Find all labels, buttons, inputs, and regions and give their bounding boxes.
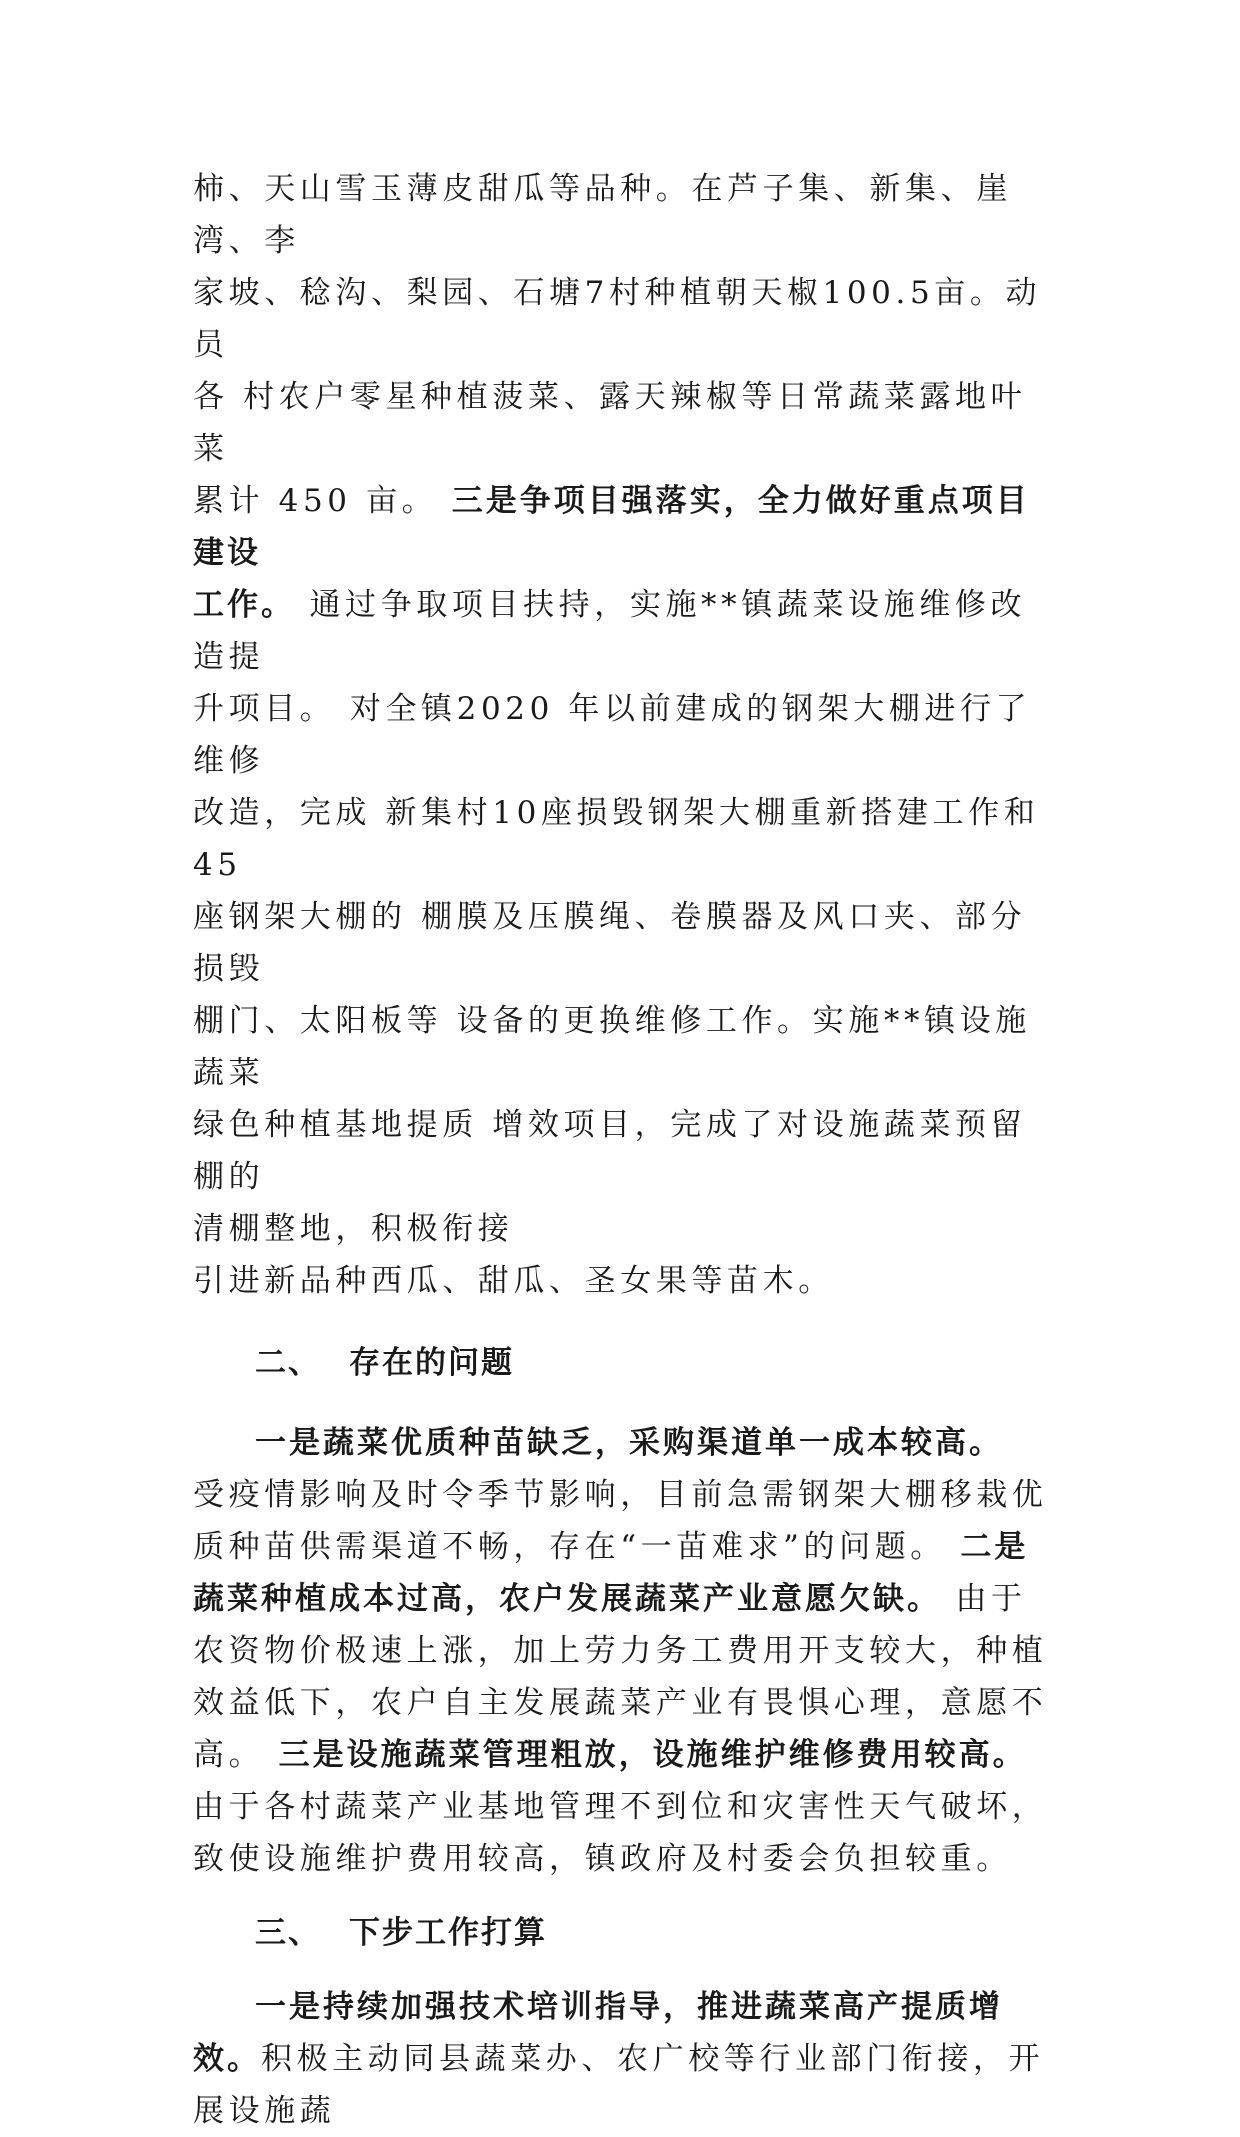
text-span: 通过争取项目扶持，实施**镇蔬菜设施维修改造提 [193,587,1027,675]
text-line: 各 村农户零星种植菠菜、露天辣椒等日常蔬菜露地叶菜 [193,379,1027,467]
section-number: 二、 [255,1345,321,1381]
text-span: 受疫情影响及时令季节影响，目前急需钢架大棚移栽优质种苗供需渠道不畅，存在“一苗难求”的问题。 [193,1477,1048,1565]
bold-lead-text: 一是持续加强技术培训指导，推进蔬菜高产提质增效。 [193,1989,1003,2077]
section-heading-problems [193,1337,1053,1389]
section-title: 下步工作打算 [349,1915,547,1951]
text-line: 改造，完成 新集村10座损毁钢架大棚重新搭建工作和45 [193,795,1040,883]
section-heading-next-steps [193,1907,1053,1959]
bold-lead-text: 二是蔬菜种植成本过高，农户发展蔬菜产业意愿欠缺。 [193,1529,1029,1617]
document-body [193,163,1053,2137]
bold-lead-text: 三是设施蔬菜管理粗放，设施维护维修费用较高。 [278,1737,1027,1773]
text-line: 清棚整地，积极衔接 [193,1211,514,1247]
text-line: 家坡、稔沟、梨园、石塘7村种植朝天椒100.5亩。动员 [193,275,1042,363]
text-line [193,475,1053,579]
text-line: 棚门、太阳板等 设备的更换维修工作。实施**镇设施蔬菜 [193,1003,1031,1091]
paragraph-next-steps [193,1981,1053,2137]
text-line [193,579,1053,683]
bold-lead-text: 三是争项目强落实，全力做好重点项目建设 [193,483,1030,571]
text-span: 积极主动同县蔬菜办、农广校等行业部门衔接，开展设施蔬 [193,2041,1045,2129]
bold-lead-text: 工作。 [193,587,295,623]
paragraph-problems [193,1417,1053,1885]
text-line: 绿色种植基地提质 增效项目，完成了对设施蔬菜预留棚的 [193,1107,1027,1195]
paragraph-crop-planting [193,163,1053,1307]
text-line: 柿、天山雪玉薄皮甜瓜等品种。在芦子集、新集、崖湾、李 [193,171,1012,259]
text-span: 累计 450 亩。 [193,483,452,519]
text-line: 座钢架大棚的 棚膜及压膜绳、卷膜器及风口夹、部分损毁 [193,899,1027,987]
text-line: 引进新品种西瓜、甜瓜、圣女果等苗木。 [193,1263,834,1299]
text-span: 由于农资物价极速上涨，加上劳力务工费用开支较大，种植效益低下，农户自主发展蔬菜产业有畏惧心理，意愿不高。 [193,1581,1048,1773]
bold-lead-text: 一是蔬菜优质种苗缺乏，采购渠道单一成本较高。 [255,1425,1003,1461]
text-line: 升项目。 对全镇2020 年以前建成的钢架大棚进行了维修 [193,691,1032,779]
section-number: 三、 [255,1915,321,1951]
section-title: 存在的问题 [349,1345,514,1381]
text-span: 由于各村蔬菜产业基地管理不到位和灾害性天气破坏，致使设施维护费用较高，镇政府及村委会负担较重。 [193,1789,1048,1877]
